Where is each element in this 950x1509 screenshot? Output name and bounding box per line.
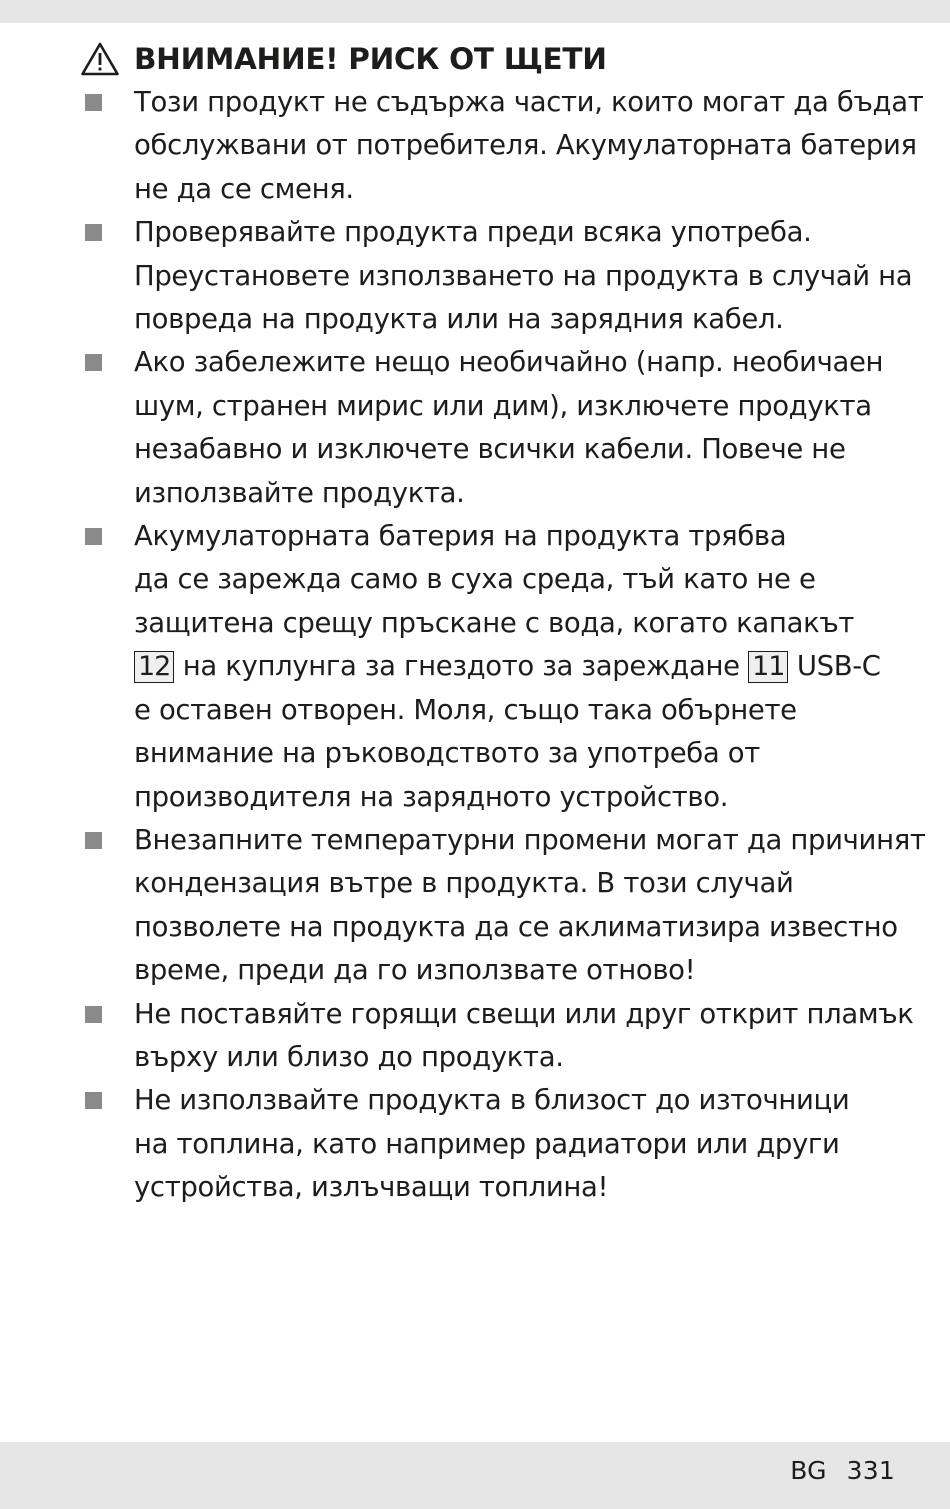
bullet-square-icon	[85, 94, 102, 111]
list-item	[0, 993, 950, 1080]
list-item	[0, 81, 950, 211]
list-item	[0, 341, 950, 515]
list-item	[0, 211, 950, 341]
list-item	[0, 819, 950, 993]
list-item-text: Внезапните температурни промени могат да причинят кондензация вътре в продукта. В този случай позволете на продукта да се аклиматизира известно време, преди да го използвате отново!	[134, 823, 926, 987]
bullet-square-icon	[85, 832, 102, 849]
bullet-square-icon	[85, 528, 102, 545]
list-item-text: Ако забележите нещо необичайно (напр. необичаен шум, странен мирис или дим), изключете продукта незабавно и изключете всички кабели. Повече не използвайте продукта.	[134, 346, 884, 509]
part-reference-11: 11	[748, 651, 788, 683]
list-item	[0, 515, 950, 819]
list-item	[0, 1079, 950, 1209]
warning-triangle-icon	[80, 41, 120, 77]
part-reference-12: 12	[134, 651, 174, 683]
top-margin-band	[0, 0, 950, 23]
page-footer	[790, 1456, 895, 1485]
heading-title: ВНИМАНИЕ! РИСК ОТ ЩЕТИ	[134, 42, 607, 76]
list-item-text-part: Акумулаторната батерия на продукта трябва да се зарежда само в суха среда, тъй като не е защитена срещу пръскане с вода, когато капакът	[134, 520, 855, 639]
list-item-text: Проверявайте продукта преди всяка употреба. Преустановете използването на продукта в случай на повреда на продукта или на зарядния кабел.	[134, 216, 913, 336]
page-number: 331	[846, 1456, 895, 1485]
bullet-square-icon	[85, 354, 102, 371]
bullet-square-icon	[85, 224, 102, 241]
list-item-text: Този продукт не съдържа части, които могат да бъдат обслужвани от потребителя. Акумулаторната батерия не да се сменя.	[134, 86, 924, 205]
language-code: BG	[790, 1456, 827, 1485]
bullet-square-icon	[85, 1092, 102, 1109]
warning-heading	[80, 37, 920, 81]
list-item-text-part: USB-C е оставен отворен. Моля, също така обърнете внимание на ръководството за употреба от производителя на зарядното устройство.	[134, 650, 881, 813]
list-item-text: Не използвайте продукта в близост до източници на топлина, като например радиатори или други устройства, излъчващи топлина!	[134, 1084, 850, 1204]
safety-list	[0, 81, 950, 1210]
list-item-text: Не поставяйте горящи свещи или друг открит пламък върху или близо до продукта.	[134, 997, 914, 1073]
list-item-text	[134, 515, 934, 819]
list-item-text-part: на куплунга за гнездото за зареждане	[174, 650, 749, 683]
bullet-square-icon	[85, 1006, 102, 1023]
